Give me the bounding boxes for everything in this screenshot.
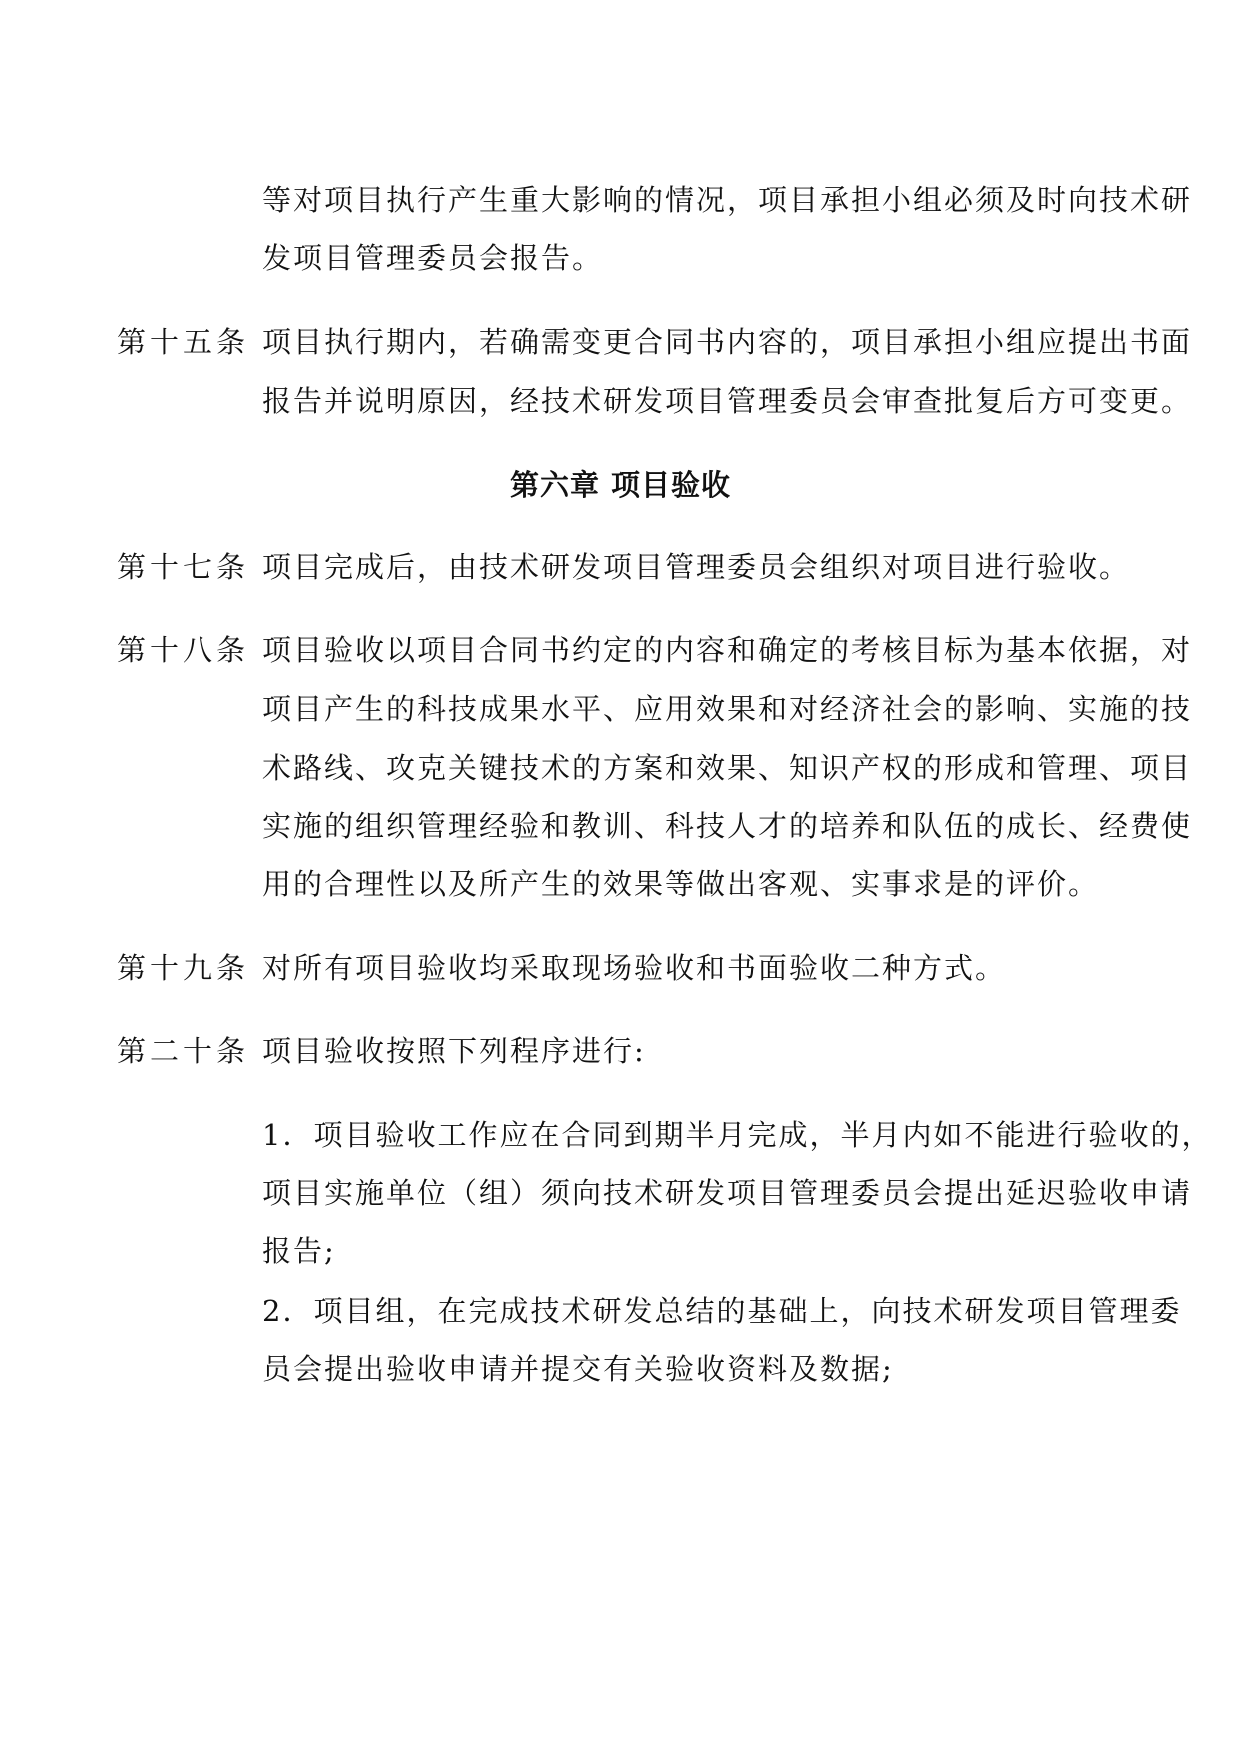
procedure-item-line: 项目实施单位（组）须向技术研发项目管理委员会提出延迟验收申请	[262, 1176, 1193, 1210]
procedure-item-line: 报告;	[262, 1234, 336, 1268]
continuation-line: 发项目管理委员会报告。	[262, 241, 604, 275]
article-18-line: 实施的组织管理经验和教训、科技人才的培养和队伍的成长、经费使	[262, 809, 1193, 843]
article-19-label: 第十九条	[117, 951, 250, 985]
article-17-line: 项目完成后，由技术研发项目管理委员会组织对项目进行验收。	[262, 550, 1131, 584]
article-20-line: 项目验收按照下列程序进行:	[262, 1034, 646, 1068]
article-19-line: 对所有项目验收均采取现场验收和书面验收二种方式。	[262, 951, 1007, 985]
procedure-item-line: 员会提出验收申请并提交有关验收资料及数据;	[262, 1352, 894, 1386]
article-20-label: 第二十条	[117, 1034, 250, 1068]
chapter-heading: 第六章 项目验收	[509, 468, 732, 502]
procedure-item-line: 2．项目组，在完成技术研发总结的基础上，向技术研发项目管理委	[262, 1294, 1182, 1328]
article-15-line: 报告并说明原因，经技术研发项目管理委员会审查批复后方可变更。	[262, 384, 1193, 418]
continuation-line: 等对项目执行产生重大影响的情况，项目承担小组必须及时向技术研	[262, 183, 1193, 217]
article-18-line: 项目产生的科技成果水平、应用效果和对经济社会的影响、实施的技	[262, 692, 1193, 726]
article-18-line: 用的合理性以及所产生的效果等做出客观、实事求是的评价。	[262, 867, 1100, 901]
procedure-item-line: 1．项目验收工作应在合同到期半月完成，半月内如不能进行验收的，	[262, 1118, 1213, 1152]
article-18-label: 第十八条	[117, 633, 250, 667]
article-18-line: 术路线、攻克关键技术的方案和效果、知识产权的形成和管理、项目	[262, 751, 1193, 785]
article-15-line: 项目执行期内，若确需变更合同书内容的，项目承担小组应提出书面	[262, 325, 1193, 359]
article-18-line: 项目验收以项目合同书约定的内容和确定的考核目标为基本依据，对	[262, 633, 1193, 667]
article-17-label: 第十七条	[117, 550, 250, 584]
article-15-label: 第十五条	[117, 325, 250, 359]
